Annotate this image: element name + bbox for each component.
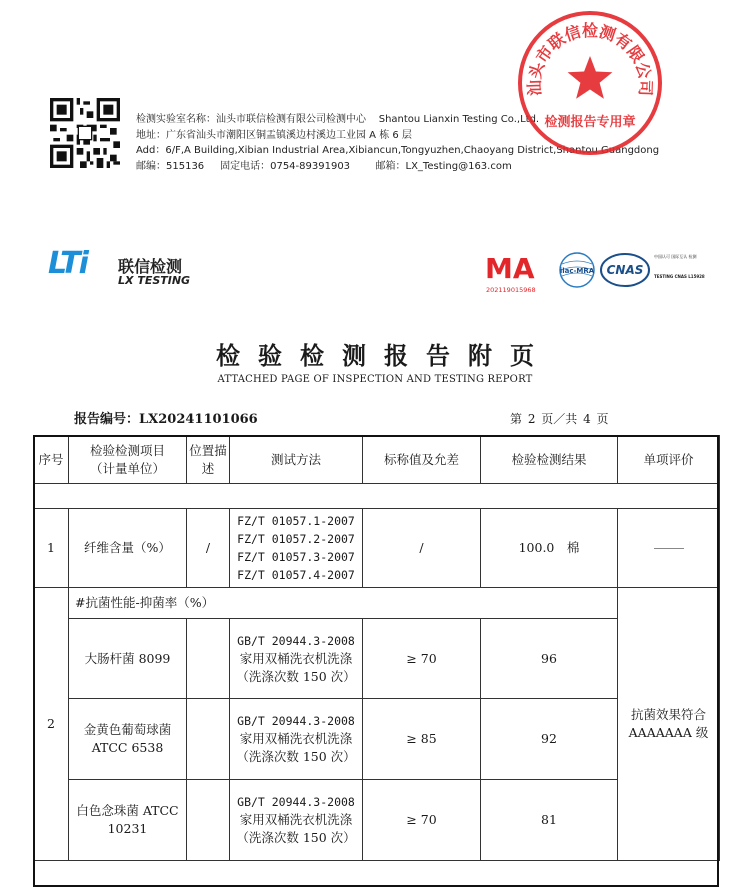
row1-standard: / [363,509,481,588]
sub-standard: ≥ 70 [363,619,481,699]
report-number: 报告编号：LX20241101066 [74,412,258,427]
header-standard: 标称值及允差 [363,436,481,484]
svg-text:CNAS: CNAS [606,263,644,277]
qr-code [50,98,120,168]
lab-name: 检测实验室名称：汕头市联信检测有限公司检测中心 [136,114,366,125]
header-seq: 序号 [34,436,69,484]
sub-item: 大肠杆菌 8099 [69,619,187,699]
row1-item: 纤维含量（%） [69,509,187,588]
cnas-text [654,253,705,279]
lab-address-en: Add：6/F,A Building,Xibian Industrial Area,Xibiancun,Tongyuzhen,Chaoyang District,Shantou Guangdong [136,145,660,156]
header-result: 检验检测结果 [481,436,618,484]
row1-result: 100.0 棉 [481,509,618,588]
cnas-mark [601,254,649,286]
sub-item: 金黄色葡萄球菌 ATCC 6538 [69,699,187,780]
page-number: 第 2 页／共 4 页 [510,412,609,426]
row1-method: FZ/T 01057.1-2007 FZ/T 01057.2-2007 FZ/T 01057.3-2007 FZ/T 01057.4-2007 [230,509,363,588]
header-item: 检验检测项目 （计量单位） [69,436,187,484]
row2-evaluation: 抗菌效果符合 AAAAAAA 级 [618,588,720,861]
seal-text-bottom: 检测报告专用章 [544,115,636,130]
svg-text:MA: MA [485,252,535,285]
row1-position: / [187,509,230,588]
page-title: 检验检测报告附页 [216,341,552,370]
sub-method: GB/T 20944.3-2008 家用双桶洗衣机洗涤 （洗涤次数 150 次） [230,780,363,861]
header-method: 测试方法 [230,436,363,484]
page-subtitle: ATTACHED PAGE OF INSPECTION AND TESTING REPORT [217,374,533,385]
seal-star-icon [568,56,613,99]
svg-text:中国认可 国际互认 检测: 中国认可 国际互认 检测 [654,254,697,259]
ilac-mra-mark [560,253,595,287]
svg-text:202119015968: 202119015968 [486,286,536,294]
sub-method: GB/T 20944.3-2008 家用双桶洗衣机洗涤 （洗涤次数 150 次） [230,619,363,699]
sub-result: 96 [481,619,618,699]
official-seal [515,8,665,158]
sub-result: 92 [481,699,618,780]
row1-seq: 1 [34,509,69,588]
certification-marks [485,248,705,298]
svg-text:ilac-MRA: ilac-MRA [559,267,595,275]
lab-address-cn: 地址：广东省汕头市潮阳区铜盂镇溪边村溪边工业园 A 栋 6 层 [136,129,412,141]
sub-result: 81 [481,780,618,861]
table-frame [33,435,719,887]
lab-email: 邮箱：LX_Testing@163.com [375,160,512,172]
row2-seq: 2 [34,588,69,861]
lab-postcode: 邮编：515136 [136,160,205,172]
svg-text:TESTING CNAS L15928: TESTING CNAS L15928 [654,274,705,279]
seal-text-top: 汕头市联信检测有限公司 [524,20,656,97]
lab-phone: 固定电话：0754-89391903 [220,160,351,172]
logo-cn: 联信检测 [118,257,183,276]
lab-name-en: Shantou Lianxin Testing Co.,Ltd. [378,114,540,125]
sub-method: GB/T 20944.3-2008 家用双桶洗衣机洗涤 （洗涤次数 150 次） [230,699,363,780]
row2-group-title: #抗菌性能-抑菌率（%） [69,588,618,619]
sub-item: 白色念珠菌 ATCC 10231 [69,780,187,861]
logo-mark: LTi [48,246,87,281]
sub-standard: ≥ 85 [363,699,481,780]
header-evaluation: 单项评价 [618,436,720,484]
cma-mark [485,252,536,294]
sub-standard: ≥ 70 [363,780,481,861]
logo-en: LX TESTING [118,274,191,287]
header-position: 位置描述 [187,436,230,484]
